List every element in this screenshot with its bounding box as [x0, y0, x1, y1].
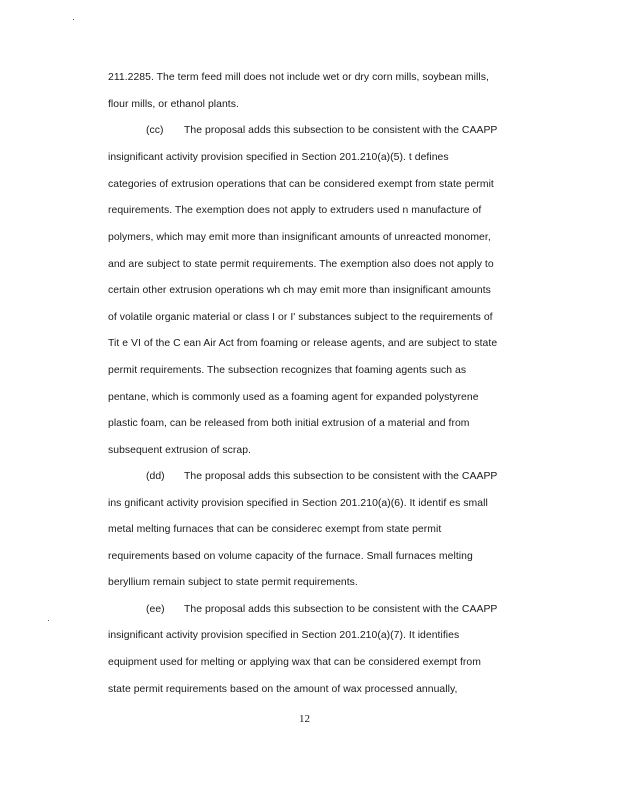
subsection-marker: (cc) — [146, 125, 164, 136]
text-line: The proposal adds this subsection to be consistent with the CAAPP — [184, 471, 498, 482]
text-line: plastic foam, can be released from both initial extrusion of a material and from — [108, 418, 470, 429]
text-line: certain other extrusion operations wh ch may emit more than insignificant amounts — [108, 285, 491, 296]
text-line: The proposal adds this subsection to be consistent with the CAAPP — [184, 125, 498, 136]
text-line: beryllium remain subject to state permit requirements. — [108, 577, 358, 588]
text-line: requirements based on volume capacity of the furnace. Small furnaces melting — [108, 551, 473, 562]
text-line: The proposal adds this subsection to be consistent with the CAAPP — [184, 604, 498, 615]
text-line: insignificant activity provision specified in Section 201.210(a)(5). t defines — [108, 152, 449, 163]
text-line: Tit e VI of the C ean Air Act from foaming or release agents, and are subject to state — [108, 338, 498, 349]
subsection-ee-heading — [146, 603, 497, 616]
text-line: requirements. The exemption does not apply to extruders used n manufacture of — [108, 205, 482, 216]
text-line: ins gnificant activity provision specified in Section 201.210(a)(6). It identif es small — [108, 498, 488, 509]
scan-speck — [48, 620, 49, 621]
text-line: flour mills, or ethanol plants. — [108, 99, 239, 110]
text-line: state permit requirements based on the amount of wax processed annually, — [108, 684, 458, 695]
page-number: 12 — [299, 713, 310, 725]
subsection-marker: (ee) — [146, 604, 165, 615]
scan-speck — [73, 19, 74, 20]
text-line: polymers, which may emit more than insignificant amounts of unreacted monomer, — [108, 232, 491, 243]
text-line: of volatile organic material or class I or I' substances subject to the requirements of — [108, 312, 493, 323]
text-line: equipment used for melting or applying wax that can be considered exempt from — [108, 657, 481, 668]
text-line: categories of extrusion operations that can be considered exempt from state permit — [108, 179, 494, 190]
text-line: subsequent extrusion of scrap. — [108, 445, 252, 456]
text-line: and are subject to state permit requirements. The exemption also does not apply to — [108, 259, 494, 270]
subsection-cc-heading — [146, 124, 497, 137]
subsection-marker: (dd) — [146, 471, 165, 482]
text-line: pentane, which is commonly used as a foaming agent for expanded polystyrene — [108, 392, 479, 403]
text-line: 211.2285. The term feed mill does not include wet or dry corn mills, soybean mills, — [108, 72, 489, 83]
text-line: permit requirements. The subsection recognizes that foaming agents such as — [108, 365, 467, 376]
text-line: metal melting furnaces that can be considerec exempt from state permit — [108, 524, 442, 535]
subsection-dd-heading — [146, 470, 497, 483]
text-line: insignificant activity provision specified in Section 201.210(a)(7). It identifies — [108, 630, 460, 641]
